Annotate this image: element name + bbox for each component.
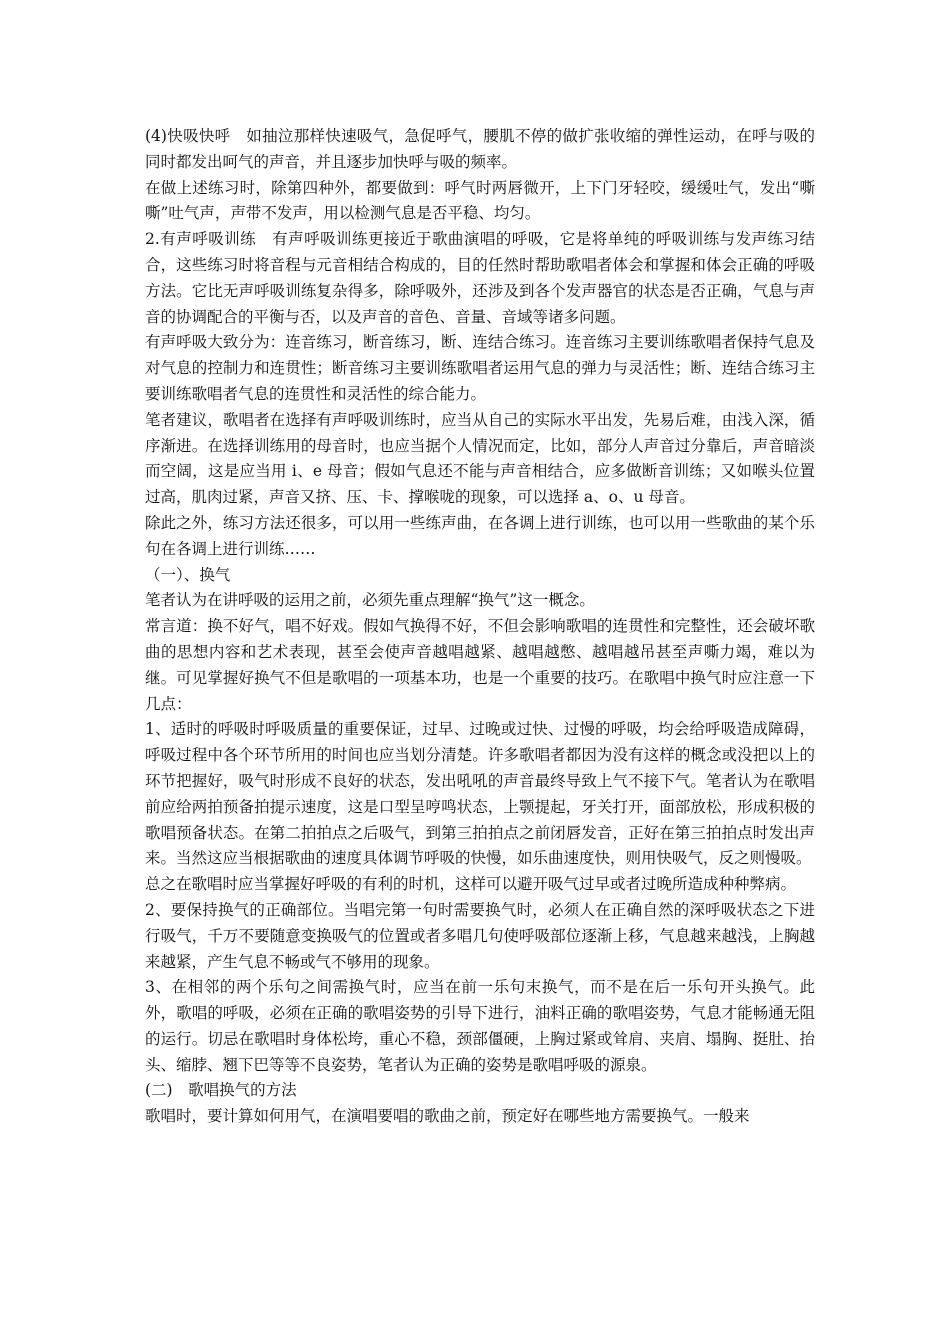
section-heading-breath-change: （一）、换气 xyxy=(145,565,231,584)
paragraph-author-advice: 笔者建议，歌唱者在选择有声呼吸训练时，应当从自己的实际水平出发，先易后难，由浅入深，循序渐进。在选择训练用的母音时，也应当据个人情况而定，比如，部分人声音过分靠后，声音暗淡而空阔，这是应当用 i、e 母音；假如气息还不能与声音相结合，应多做断音训练；又如喉头位置过高，肌肉过紧，声音又挤、压、卡、撑喉咙的现象，可以选择 a、o、u 母音。 xyxy=(145,410,815,507)
paragraph-voiced-breathing: 2.有声呼吸训练 有声呼吸训练更接近于歌曲演唱的呼吸，它是将单纯的呼吸训练与发声练习结合，这些练习时将音程与元音相结合构成的，目的任然时帮助歌唱者体会和掌握和体会正确的呼吸方法。它比无声呼吸训练复杂得多，除呼吸外，还涉及到各个发声器官的状态是否正确，气息与声音的协调配合的平衡与否，以及声音的音色、音量、音域等诸多问题。 xyxy=(145,230,815,326)
paragraph-summary: 总之在歌唱时应当掌握好呼吸的有利的时机，这样可以避开吸气过早或者过晚所造成种种弊病。 xyxy=(145,875,797,894)
paragraph-methods-intro: 歌唱时，要计算如何用气，在演唱要唱的歌曲之前，预定好在哪些地方需要换气。一般来 xyxy=(145,1107,750,1126)
paragraph-point-3: 3、在相邻的两个乐句之间需换气时，应当在前一乐句末换气，而不是在后一乐句开头换气。此外，歌唱的呼吸，必须在正确的歌唱姿势的引导下进行，油料正确的歌唱姿势，气息才能畅通无阻的运行。切忌在歌唱时身体松垮，重心不稳，颈部僵硬，上胸过紧或耸肩、夹肩、塌胸、挺肚、抬头、缩脖、翘下巴等等不良姿势，笔者认为正确的姿势是歌唱呼吸的源泉。 xyxy=(145,978,815,1074)
document-body xyxy=(145,124,815,1130)
paragraph-other-methods: 除此之外，练习方法还很多，可以用一些练声曲，在各调上进行训练，也可以用一些歌曲的某个乐句在各调上进行训练…… xyxy=(145,513,815,558)
paragraph-saying: 常言道：换不好气，唱不好戏。假如气换得不好，不但会影响歌唱的连贯性和完整性，还会破坏歌曲的思想内容和艺术表现，甚至会使声音越唱越紧、越唱越憋、越唱越吊甚至声嘶力竭，难以为继。可见掌握好换气不但是歌唱的一项基本功，也是一个重要的技巧。在歌唱中换气时应注意一下几点： xyxy=(145,617,815,713)
paragraph-voiced-categories: 有声呼吸大致分为：连音练习，断音练习，断、连结合练习。连音练习主要训练歌唱者保持气息及对气息的控制力和连贯性；断音练习主要训练歌唱者运用气息的弹力与灵活性；断、连结合练习主要训练歌唱者气息的连贯性和灵活性的综合能力。 xyxy=(145,333,815,403)
paragraph-point-1: 1、适时的呼吸时呼吸质量的重要保证，过早、过晚或过快、过慢的呼吸，均会给呼吸造成障碍，呼吸过程中各个环节所用的时间也应当划分清楚。许多歌唱者都因为没有这样的概念或没把以上的环节把握好，吸气时形成不良好的状态，发出吼吼的声音最终导致上气不接下气。笔者认为在歌唱前应给两拍预备拍提示速度，这是口型呈哼鸣状态，上颚提起，牙关打开，面部放松，形成积极的歌唱预备状态。在第二拍拍点之后吸气，到第三拍拍点之前闭唇发音，正好在第三拍拍点时发出声来。当然这应当根据歌曲的速度具体调节呼吸的快慢，如乐曲速度快，则用快吸气，反之则慢吸。 xyxy=(145,720,815,868)
paragraph-fast-breathing: (4)快吸快呼 如抽泣那样快速吸气，急促呼气，腰肌不停的做扩张收缩的弹性运动，在呼与吸的同时都发出呵气的声音，并且逐步加快呼与吸的频率。 xyxy=(145,127,815,171)
paragraph-practice-notes: 在做上述练习时，除第四种外，都要做到：呼气时两唇微开，上下门牙轻咬，缓缓吐气，发出“嘶嘶”吐气声，声带不发声，用以检测气息是否平稳、均匀。 xyxy=(145,178,815,223)
paragraph-concept-intro: 笔者认为在讲呼吸的运用之前，必须先重点理解“换气”这一概念。 xyxy=(145,591,595,610)
paragraph-point-2: 2、要保持换气的正确部位。当唱完第一句时需要换气时，必须人在正确自然的深呼吸状态之下进行吸气，千万不要随意变换吸气的位置或者多唱几句使呼吸部位逐渐上移，气息越来越浅，上胸越来越紧，产生气息不畅或气不够用的现象。 xyxy=(145,900,815,971)
section-heading-methods: (二) 歌唱换气的方法 xyxy=(145,1081,297,1100)
